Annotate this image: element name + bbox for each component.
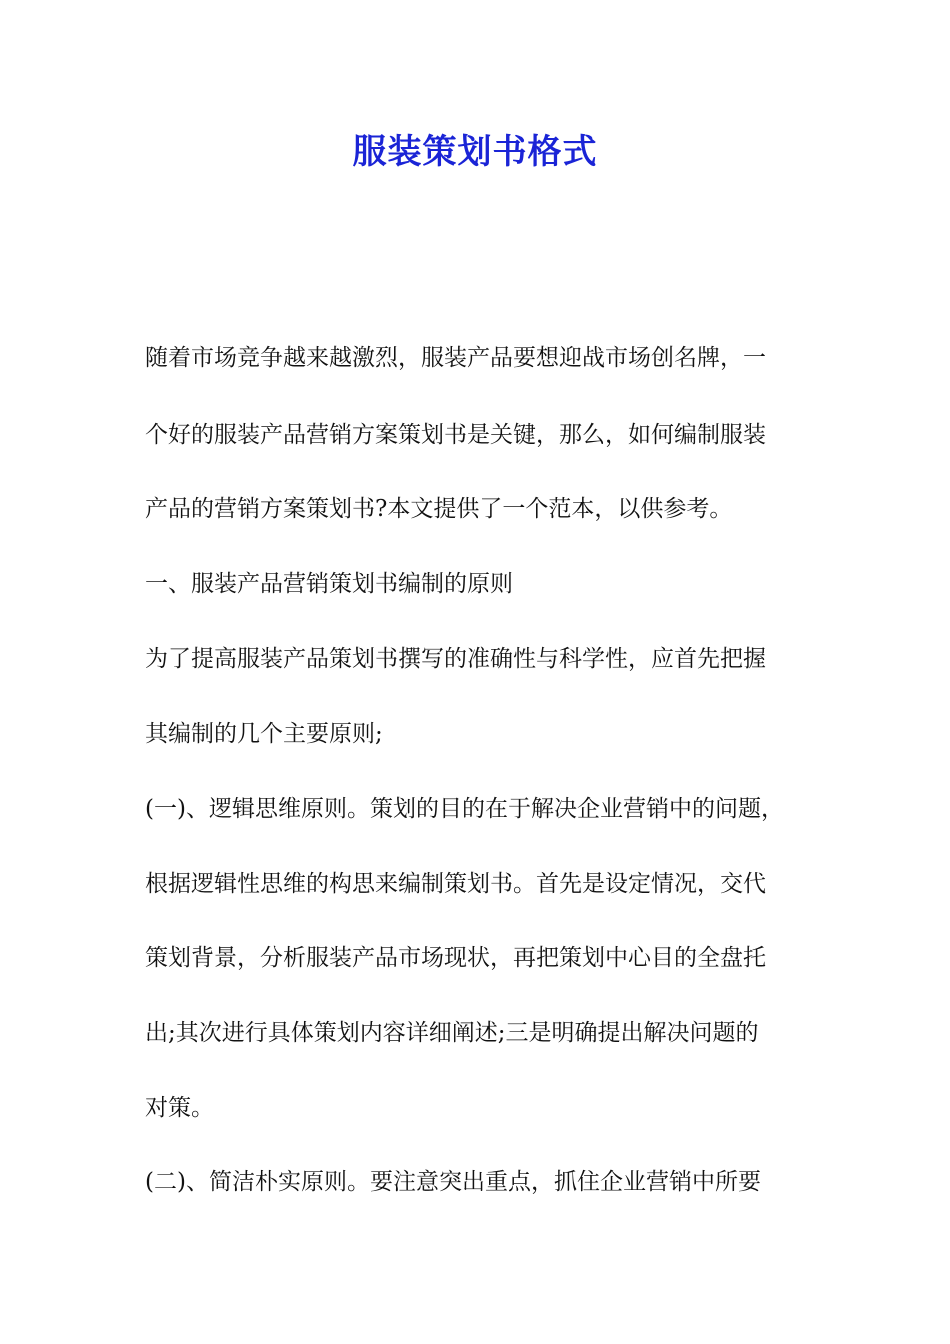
body-line: 随着市场竞争越来越激烈，服装产品要想迎战市场创名牌，一: [145, 345, 766, 371]
section-heading: 一、服装产品营销策划书编制的原则: [145, 571, 513, 597]
body-line: (二)、简洁朴实原则。要注意突出重点，抓住企业营销中所要: [145, 1169, 761, 1195]
body-line: 对策。: [145, 1095, 214, 1121]
body-line: 策划背景，分析服装产品市场现状，再把策划中心目的全盘托: [145, 945, 766, 971]
body-line: 出;其次进行具体策划内容详细阐述;三是明确提出解决问题的: [145, 1020, 759, 1046]
body-line: 其编制的几个主要原则;: [145, 721, 383, 747]
body-line: 个好的服装产品营销方案策划书是关键，那么，如何编制服装: [145, 422, 766, 448]
body-line: 产品的营销方案策划书?本文提供了一个范本，以供参考。: [145, 496, 733, 522]
body-line: 为了提高服装产品策划书撰写的准确性与科学性，应首先把握: [145, 646, 766, 672]
body-line: (一)、逻辑思维原则。策划的目的在于解决企业营销中的问题，: [145, 796, 784, 822]
body-line: 根据逻辑性思维的构思来编制策划书。首先是设定情况，交代: [145, 871, 766, 897]
document-title: 服装策划书格式: [352, 132, 598, 172]
